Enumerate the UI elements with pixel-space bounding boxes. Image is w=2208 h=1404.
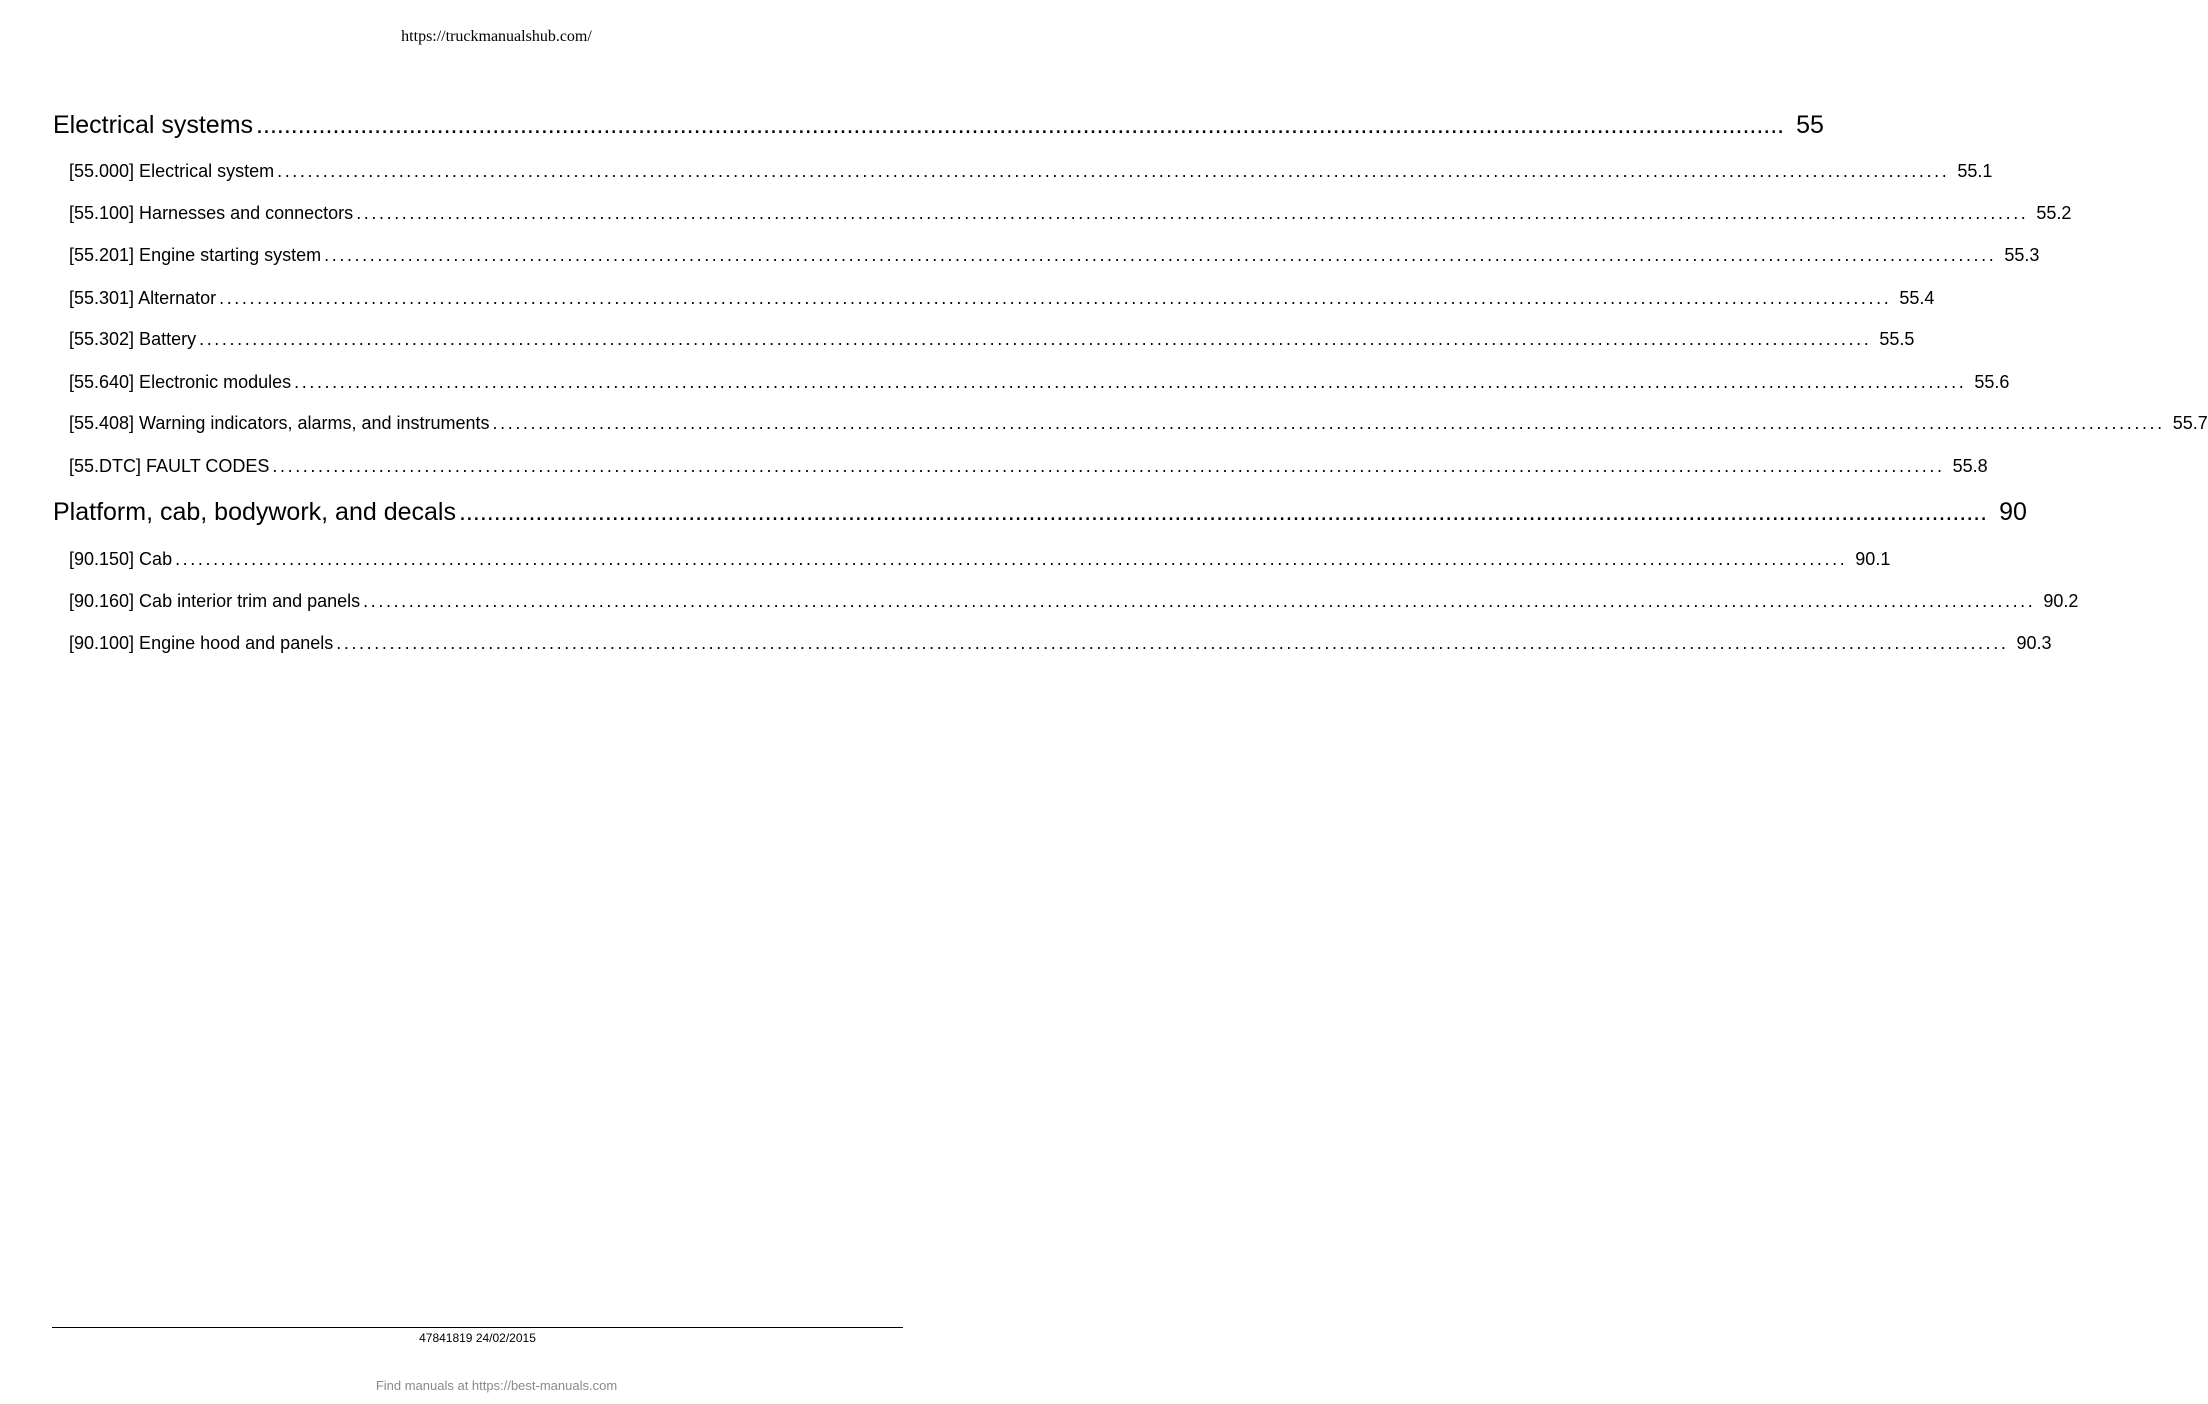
section-page-number: 55.3: [2004, 245, 2040, 265]
section-title: [90.150] Cab: [69, 549, 173, 569]
dot-leader: ............................................................................................................................................................................................................................: [199, 329, 1872, 349]
section-page-number: 55.7: [2172, 413, 2208, 433]
dot-leader: ............................................................................................................................................................................................................................: [256, 111, 1785, 139]
section-title: [55.DTC] FAULT CODES: [69, 456, 270, 476]
section-title: [55.000] Electrical system: [69, 161, 275, 181]
chapter-page-number: 90: [1999, 498, 2027, 526]
toc-section-55-dtc[interactable]: [69, 456, 1988, 477]
toc-section-55-000[interactable]: [69, 161, 1993, 182]
toc-section-55-100[interactable]: [69, 203, 2072, 224]
chapter-title: Electrical systems: [53, 111, 254, 139]
dot-leader: ............................................................................................................................................................................................................................: [175, 549, 1848, 569]
toc-section-55-302[interactable]: [69, 329, 1915, 350]
section-page-number: 55.2: [2036, 203, 2072, 223]
dot-leader: ............................................................................................................................................................................................................................: [277, 161, 1950, 181]
dot-leader: ............................................................................................................................................................................................................................: [363, 591, 2036, 611]
dot-leader: ............................................................................................................................................................................................................................: [336, 633, 2009, 653]
footer-divider: [52, 1327, 903, 1328]
dot-leader: ............................................................................................................................................................................................................................: [294, 372, 1967, 392]
header-url: https://truckmanualshub.com/: [401, 28, 592, 45]
toc-section-90-150[interactable]: [69, 549, 1891, 570]
footer-document-info: 47841819 24/02/2015: [419, 1331, 536, 1345]
section-title: [55.302] Battery: [69, 329, 197, 349]
toc-section-90-100[interactable]: [69, 633, 2052, 654]
section-title: [55.408] Warning indicators, alarms, and instruments: [69, 413, 490, 433]
section-title: [55.201] Engine starting system: [69, 245, 322, 265]
section-page-number: 55.4: [1899, 288, 1935, 308]
section-page-number: 90.3: [2016, 633, 2052, 653]
chapter-page-number: 55: [1796, 111, 1824, 139]
section-title: [55.640] Electronic modules: [69, 372, 292, 392]
toc-section-55-640[interactable]: [69, 372, 2010, 393]
dot-leader: ............................................................................................................................................................................................................................: [492, 413, 2165, 433]
section-title: [55.301] Alternator: [69, 288, 217, 308]
section-page-number: 90.2: [2043, 591, 2079, 611]
section-title: [55.100] Harnesses and connectors: [69, 203, 354, 223]
toc-chapter-platform-cab[interactable]: [53, 498, 2027, 527]
section-title: [90.160] Cab interior trim and panels: [69, 591, 361, 611]
dot-leader: ............................................................................................................................................................................................................................: [324, 245, 1997, 265]
dot-leader: ............................................................................................................................................................................................................................: [458, 498, 1988, 526]
toc-chapter-electrical-systems[interactable]: [53, 111, 1824, 140]
dot-leader: ............................................................................................................................................................................................................................: [356, 203, 2029, 223]
section-page-number: 55.6: [1974, 372, 2010, 392]
dot-leader: ............................................................................................................................................................................................................................: [272, 456, 1945, 476]
section-page-number: 55.1: [1957, 161, 1993, 181]
section-page-number: 90.1: [1855, 549, 1891, 569]
section-page-number: 55.8: [1952, 456, 1988, 476]
section-page-number: 55.5: [1879, 329, 1915, 349]
footer-find-manuals-link[interactable]: Find manuals at https://best-manuals.com: [375, 1378, 618, 1393]
chapter-title: Platform, cab, bodywork, and decals: [53, 498, 456, 526]
toc-section-55-301[interactable]: [69, 288, 1935, 309]
toc-section-55-408[interactable]: [69, 413, 2208, 434]
section-title: [90.100] Engine hood and panels: [69, 633, 334, 653]
dot-leader: ............................................................................................................................................................................................................................: [219, 288, 1892, 308]
toc-section-90-160[interactable]: [69, 591, 2079, 612]
toc-section-55-201[interactable]: [69, 245, 2040, 266]
